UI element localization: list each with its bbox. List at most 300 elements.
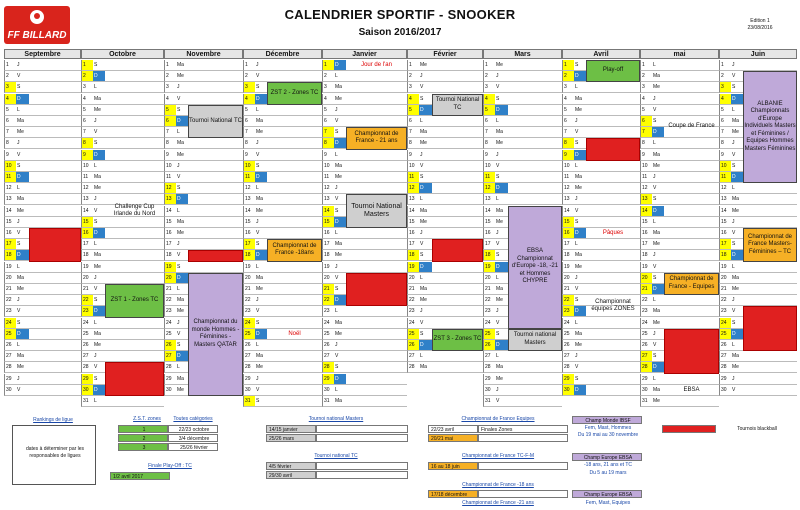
- day-number: 26: [640, 340, 652, 351]
- weekday-letter: L: [574, 239, 586, 250]
- weekday-letter: Me: [574, 340, 586, 351]
- weekday-letter: Ma: [574, 329, 586, 340]
- day-cell: [586, 239, 640, 250]
- day-cell: [346, 396, 407, 407]
- day-cell: [432, 273, 483, 284]
- event-block: ZST 2 - Zones TC: [267, 82, 322, 104]
- day-cell: [346, 105, 407, 116]
- weekday-letter: Ma: [176, 295, 188, 306]
- day-cell: [188, 71, 243, 82]
- weekday-letter: V: [255, 228, 267, 239]
- weekday-letter: S: [334, 284, 346, 295]
- weekday-letter: J: [574, 194, 586, 205]
- weekday-letter: L: [334, 71, 346, 82]
- weekday-letter: L: [495, 273, 508, 284]
- weekday-letter: S: [93, 374, 105, 385]
- day-cell: [267, 385, 322, 396]
- day-cell: [743, 273, 797, 284]
- weekday-letter: Me: [574, 183, 586, 194]
- day-number: 26: [719, 340, 731, 351]
- tc-blank-1: [316, 462, 408, 470]
- day-cell: [29, 306, 81, 317]
- day-number: 20: [719, 273, 731, 284]
- weekday-letter: V: [176, 329, 188, 340]
- day-number: 4: [4, 94, 16, 105]
- event-block: Tournoi national Masters: [508, 329, 562, 351]
- tcfm-blank: [478, 462, 568, 470]
- day-number: 24: [81, 318, 93, 329]
- weekday-letter: S: [652, 273, 664, 284]
- day-number: 5: [407, 105, 419, 116]
- day-cell: [508, 116, 562, 127]
- day-number: 23: [640, 306, 652, 317]
- weekday-letter: Ma: [334, 239, 346, 250]
- day-number: 3: [81, 82, 93, 93]
- edition-date: 23/08/2016: [747, 25, 773, 31]
- day-cell: [346, 329, 407, 340]
- day-number: 1: [243, 60, 255, 71]
- day-number: 5: [483, 105, 495, 116]
- day-number: 24: [640, 318, 652, 329]
- weekday-letter: Me: [93, 340, 105, 351]
- day-cell: [267, 351, 322, 362]
- day-number: 21: [243, 284, 255, 295]
- day-number: 26: [81, 340, 93, 351]
- day-number: 19: [640, 262, 652, 273]
- blackball-block: [105, 362, 164, 396]
- day-cell: [586, 284, 640, 295]
- m21-title: Championnat de France -21 ans: [462, 500, 534, 506]
- day-cell: [508, 105, 562, 116]
- ibsf-line-1: Fem, Mast, Hommes: [584, 425, 632, 431]
- weekday-letter: S: [255, 239, 267, 250]
- day-cell: [346, 239, 407, 250]
- ebsa1-line-2: Du 5 au 19 mars: [589, 470, 627, 476]
- weekday-letter: S: [495, 172, 508, 183]
- month-header-5: Février: [407, 49, 483, 59]
- day-number: 15: [81, 217, 93, 228]
- day-cell: [188, 206, 243, 217]
- weekday-letter: V: [334, 194, 346, 205]
- day-cell: [432, 284, 483, 295]
- weekday-letter: V: [93, 284, 105, 295]
- day-cell: [508, 374, 562, 385]
- day-number: 21: [483, 284, 495, 295]
- day-cell: [29, 172, 81, 183]
- day-cell: [29, 340, 81, 351]
- day-cell: [664, 172, 719, 183]
- event-block: Championnat de France -18ans: [267, 239, 322, 261]
- day-number: 15: [407, 217, 419, 228]
- weekday-letter: Ma: [16, 273, 29, 284]
- day-number: 2: [719, 71, 731, 82]
- weekday-letter: S: [255, 318, 267, 329]
- day-number: 10: [4, 161, 16, 172]
- day-cell: [29, 362, 81, 373]
- weekday-letter: J: [93, 116, 105, 127]
- day-cell: [508, 172, 562, 183]
- weekday-letter: J: [419, 306, 432, 317]
- day-number: 19: [719, 262, 731, 273]
- day-number: 9: [4, 150, 16, 161]
- day-number: 26: [483, 340, 495, 351]
- day-number: 5: [164, 105, 176, 116]
- weekday-letter: L: [652, 138, 664, 149]
- day-number: 25: [640, 329, 652, 340]
- weekday-letter: J: [731, 217, 743, 228]
- weekday-letter: L: [93, 396, 105, 407]
- day-number: 27: [164, 351, 176, 362]
- weekday-letter: D: [731, 94, 743, 105]
- tcfm-title: Championnat de France TC-F-M: [461, 453, 535, 459]
- weekday-letter: J: [176, 318, 188, 329]
- day-cell: [664, 206, 719, 217]
- day-cell: [105, 329, 164, 340]
- weekday-letter: D: [419, 183, 432, 194]
- day-number: 20: [640, 273, 652, 284]
- weekday-letter: Ma: [93, 329, 105, 340]
- day-number: 10: [322, 161, 334, 172]
- weekday-letter: Ma: [652, 150, 664, 161]
- weekday-letter: D: [176, 351, 188, 362]
- day-number: 17: [640, 239, 652, 250]
- day-number: 22: [483, 295, 495, 306]
- month-header-1: Octobre: [81, 49, 164, 59]
- weekday-letter: V: [419, 161, 432, 172]
- weekday-letter: D: [334, 374, 346, 385]
- day-cell: [29, 351, 81, 362]
- day-number: 18: [483, 250, 495, 261]
- weekday-letter: J: [176, 161, 188, 172]
- day-cell: [508, 351, 562, 362]
- day-number: 28: [719, 362, 731, 373]
- day-number: 15: [243, 217, 255, 228]
- day-cell: [586, 116, 640, 127]
- day-number: 4: [164, 94, 176, 105]
- day-cell: [105, 82, 164, 93]
- day-number: 18: [81, 250, 93, 261]
- day-cell: [346, 228, 407, 239]
- day-cell: [29, 161, 81, 172]
- day-number: 3: [483, 82, 495, 93]
- month-header-3: Décembre: [243, 49, 322, 59]
- day-number: 30: [243, 385, 255, 396]
- day-number: 16: [243, 228, 255, 239]
- ibsf-line-2: Du 19 mai au 30 novembre: [577, 432, 639, 438]
- day-number: 31: [243, 396, 255, 407]
- weekday-letter: J: [93, 351, 105, 362]
- day-number: 30: [562, 385, 574, 396]
- day-number: 27: [640, 351, 652, 362]
- day-number: 10: [243, 161, 255, 172]
- day-number: 7: [322, 127, 334, 138]
- day-cell: [664, 82, 719, 93]
- day-cell: [267, 161, 322, 172]
- day-number: 5: [562, 105, 574, 116]
- month-header-4: Janvier: [322, 49, 407, 59]
- masters-blank-2: [316, 434, 408, 442]
- day-cell: [432, 194, 483, 205]
- day-cell: [586, 206, 640, 217]
- weekday-letter: Me: [652, 318, 664, 329]
- day-number: 25: [407, 329, 419, 340]
- weekday-letter: V: [652, 105, 664, 116]
- day-number: 3: [4, 82, 16, 93]
- day-number: 10: [164, 161, 176, 172]
- day-cell: [105, 172, 164, 183]
- day-cell: [508, 71, 562, 82]
- day-cell: [267, 284, 322, 295]
- weekday-letter: Ma: [652, 228, 664, 239]
- month-header-9: Juin: [719, 49, 797, 59]
- weekday-letter: Ma: [16, 351, 29, 362]
- weekday-letter: J: [652, 172, 664, 183]
- weekday-letter: S: [652, 194, 664, 205]
- weekday-letter: Me: [495, 374, 508, 385]
- day-number: 7: [4, 127, 16, 138]
- day-number: 12: [407, 183, 419, 194]
- day-number: 20: [243, 273, 255, 284]
- day-number: 31: [640, 396, 652, 407]
- weekday-letter: D: [334, 295, 346, 306]
- day-number: 11: [164, 172, 176, 183]
- weekday-letter: Ma: [255, 273, 267, 284]
- weekday-letter: V: [419, 82, 432, 93]
- m18-title: Championnat de France -18 ans: [462, 482, 534, 488]
- event-block: Pâques: [602, 229, 624, 236]
- day-number: 8: [719, 138, 731, 149]
- day-cell: [664, 295, 719, 306]
- day-cell: [105, 60, 164, 71]
- weekday-letter: D: [495, 262, 508, 273]
- equipes-zones: Finales Zones: [478, 425, 568, 433]
- weekday-letter: Ma: [731, 351, 743, 362]
- day-number: 25: [322, 329, 334, 340]
- weekday-letter: Me: [255, 284, 267, 295]
- day-number: 29: [640, 374, 652, 385]
- day-cell: [432, 228, 483, 239]
- day-number: 18: [562, 250, 574, 261]
- weekday-letter: D: [574, 150, 586, 161]
- day-number: 29: [322, 374, 334, 385]
- day-cell: [664, 71, 719, 82]
- day-number: 8: [483, 138, 495, 149]
- weekday-letter: Me: [176, 385, 188, 396]
- blackball-block: [188, 250, 243, 261]
- weekday-letter: D: [334, 138, 346, 149]
- weekday-letter: J: [93, 194, 105, 205]
- day-cell: [586, 385, 640, 396]
- weekday-letter: V: [652, 262, 664, 273]
- weekday-letter: D: [255, 329, 267, 340]
- weekday-letter: Ma: [731, 116, 743, 127]
- weekday-letter: L: [731, 262, 743, 273]
- weekday-letter: J: [495, 71, 508, 82]
- day-cell: [664, 396, 719, 407]
- weekday-letter: V: [255, 306, 267, 317]
- day-number: 5: [4, 105, 16, 116]
- month-header-0: Septembre: [4, 49, 81, 59]
- weekday-letter: D: [652, 362, 664, 373]
- weekday-letter: D: [419, 340, 432, 351]
- equipes-date-2: 20/21 mai: [428, 434, 478, 442]
- weekday-letter: S: [16, 82, 29, 93]
- day-number: 17: [407, 239, 419, 250]
- blackball-label: Tournois blackball: [737, 426, 777, 432]
- weekday-letter: J: [495, 150, 508, 161]
- blackball-block: [29, 228, 81, 262]
- day-number: 16: [719, 228, 731, 239]
- day-cell: [586, 273, 640, 284]
- weekday-letter: L: [255, 262, 267, 273]
- day-number: 2: [4, 71, 16, 82]
- weekday-letter: J: [16, 60, 29, 71]
- day-cell: [664, 239, 719, 250]
- tc-date-1: 4/5 février: [266, 462, 316, 470]
- day-number: 22: [4, 295, 16, 306]
- weekday-letter: V: [731, 71, 743, 82]
- day-cell: [105, 71, 164, 82]
- event-block: EBSA: [683, 386, 700, 393]
- day-cell: [29, 318, 81, 329]
- weekday-letter: L: [419, 273, 432, 284]
- weekday-letter: V: [731, 150, 743, 161]
- weekday-letter: D: [731, 250, 743, 261]
- weekday-letter: S: [176, 340, 188, 351]
- day-number: 31: [81, 396, 93, 407]
- weekday-letter: J: [16, 138, 29, 149]
- event-block: Tournoi National Masters: [346, 194, 407, 228]
- day-number: 5: [719, 105, 731, 116]
- day-number: 27: [483, 351, 495, 362]
- day-cell: [586, 82, 640, 93]
- weekday-letter: L: [176, 362, 188, 373]
- day-number: 14: [164, 206, 176, 217]
- day-number: 11: [407, 172, 419, 183]
- day-number: 29: [483, 374, 495, 385]
- weekday-letter: S: [652, 116, 664, 127]
- weekday-letter: D: [93, 306, 105, 317]
- day-number: 23: [81, 306, 93, 317]
- page-title: CALENDRIER SPORTIF - SNOOKER: [284, 7, 516, 22]
- weekday-letter: S: [731, 82, 743, 93]
- weekday-letter: V: [334, 273, 346, 284]
- day-cell: [432, 183, 483, 194]
- event-block: Championnat de France - Equipes: [664, 273, 719, 295]
- day-number: 21: [4, 284, 16, 295]
- day-cell: [29, 284, 81, 295]
- day-number: 14: [640, 206, 652, 217]
- day-cell: [432, 262, 483, 273]
- blackball-block: [664, 329, 719, 374]
- masters-date-1: 14/15 janvier: [266, 425, 316, 433]
- day-number: 1: [640, 60, 652, 71]
- day-cell: [29, 385, 81, 396]
- weekday-letter: D: [16, 172, 29, 183]
- day-number: 15: [483, 217, 495, 228]
- day-cell: [29, 127, 81, 138]
- day-cell: [432, 351, 483, 362]
- weekday-letter: J: [334, 340, 346, 351]
- day-cell: [267, 60, 322, 71]
- weekday-letter: V: [334, 116, 346, 127]
- tc-blank-2: [316, 471, 408, 479]
- day-number: 10: [407, 161, 419, 172]
- tc-title: Tournoi national TC: [314, 453, 358, 459]
- weekday-letter: Me: [652, 161, 664, 172]
- weekday-letter: V: [93, 206, 105, 217]
- day-number: 11: [81, 172, 93, 183]
- day-number: 27: [562, 351, 574, 362]
- day-number: 2: [164, 71, 176, 82]
- day-number: 2: [640, 71, 652, 82]
- day-cell: [664, 374, 719, 385]
- day-number: 13: [81, 194, 93, 205]
- day-number: 28: [562, 362, 574, 373]
- day-cell: [267, 116, 322, 127]
- weekday-letter: L: [495, 351, 508, 362]
- day-number: 29: [164, 374, 176, 385]
- day-cell: [743, 295, 797, 306]
- day-number: 9: [719, 150, 731, 161]
- day-number: 30: [322, 385, 334, 396]
- day-number: 23: [4, 306, 16, 317]
- day-cell: [267, 183, 322, 194]
- day-number: 11: [322, 172, 334, 183]
- day-number: 6: [483, 116, 495, 127]
- day-number: 23: [562, 306, 574, 317]
- weekday-letter: S: [652, 351, 664, 362]
- weekday-letter: L: [495, 116, 508, 127]
- day-number: 28: [322, 362, 334, 373]
- day-number: 18: [322, 250, 334, 261]
- day-number: 14: [4, 206, 16, 217]
- weekday-letter: J: [652, 329, 664, 340]
- day-number: 8: [562, 138, 574, 149]
- day-number: 14: [562, 206, 574, 217]
- weekday-letter: L: [16, 105, 29, 116]
- day-number: 29: [81, 374, 93, 385]
- weekday-letter: S: [255, 161, 267, 172]
- day-number: 1: [164, 60, 176, 71]
- day-number: 12: [719, 183, 731, 194]
- day-cell: [346, 94, 407, 105]
- day-cell: [586, 362, 640, 373]
- day-number: 23: [719, 306, 731, 317]
- weekday-letter: L: [176, 127, 188, 138]
- day-cell: [105, 262, 164, 273]
- day-number: 20: [483, 273, 495, 284]
- weekday-letter: V: [495, 318, 508, 329]
- weekday-letter: L: [93, 161, 105, 172]
- ebsa1-title: Champ Europe EBSA: [572, 453, 642, 461]
- weekday-letter: J: [255, 295, 267, 306]
- weekday-letter: Me: [176, 71, 188, 82]
- weekday-letter: Me: [731, 362, 743, 373]
- weekday-letter: Ma: [176, 217, 188, 228]
- day-number: 16: [483, 228, 495, 239]
- weekday-letter: L: [176, 284, 188, 295]
- weekday-letter: S: [255, 82, 267, 93]
- day-number: 28: [640, 362, 652, 373]
- day-cell: [346, 250, 407, 261]
- day-number: 7: [81, 127, 93, 138]
- day-number: 13: [562, 194, 574, 205]
- day-number: 9: [164, 150, 176, 161]
- weekday-letter: Ma: [419, 127, 432, 138]
- equipes-date-1: 22/23 avril: [428, 425, 478, 433]
- day-number: 11: [483, 172, 495, 183]
